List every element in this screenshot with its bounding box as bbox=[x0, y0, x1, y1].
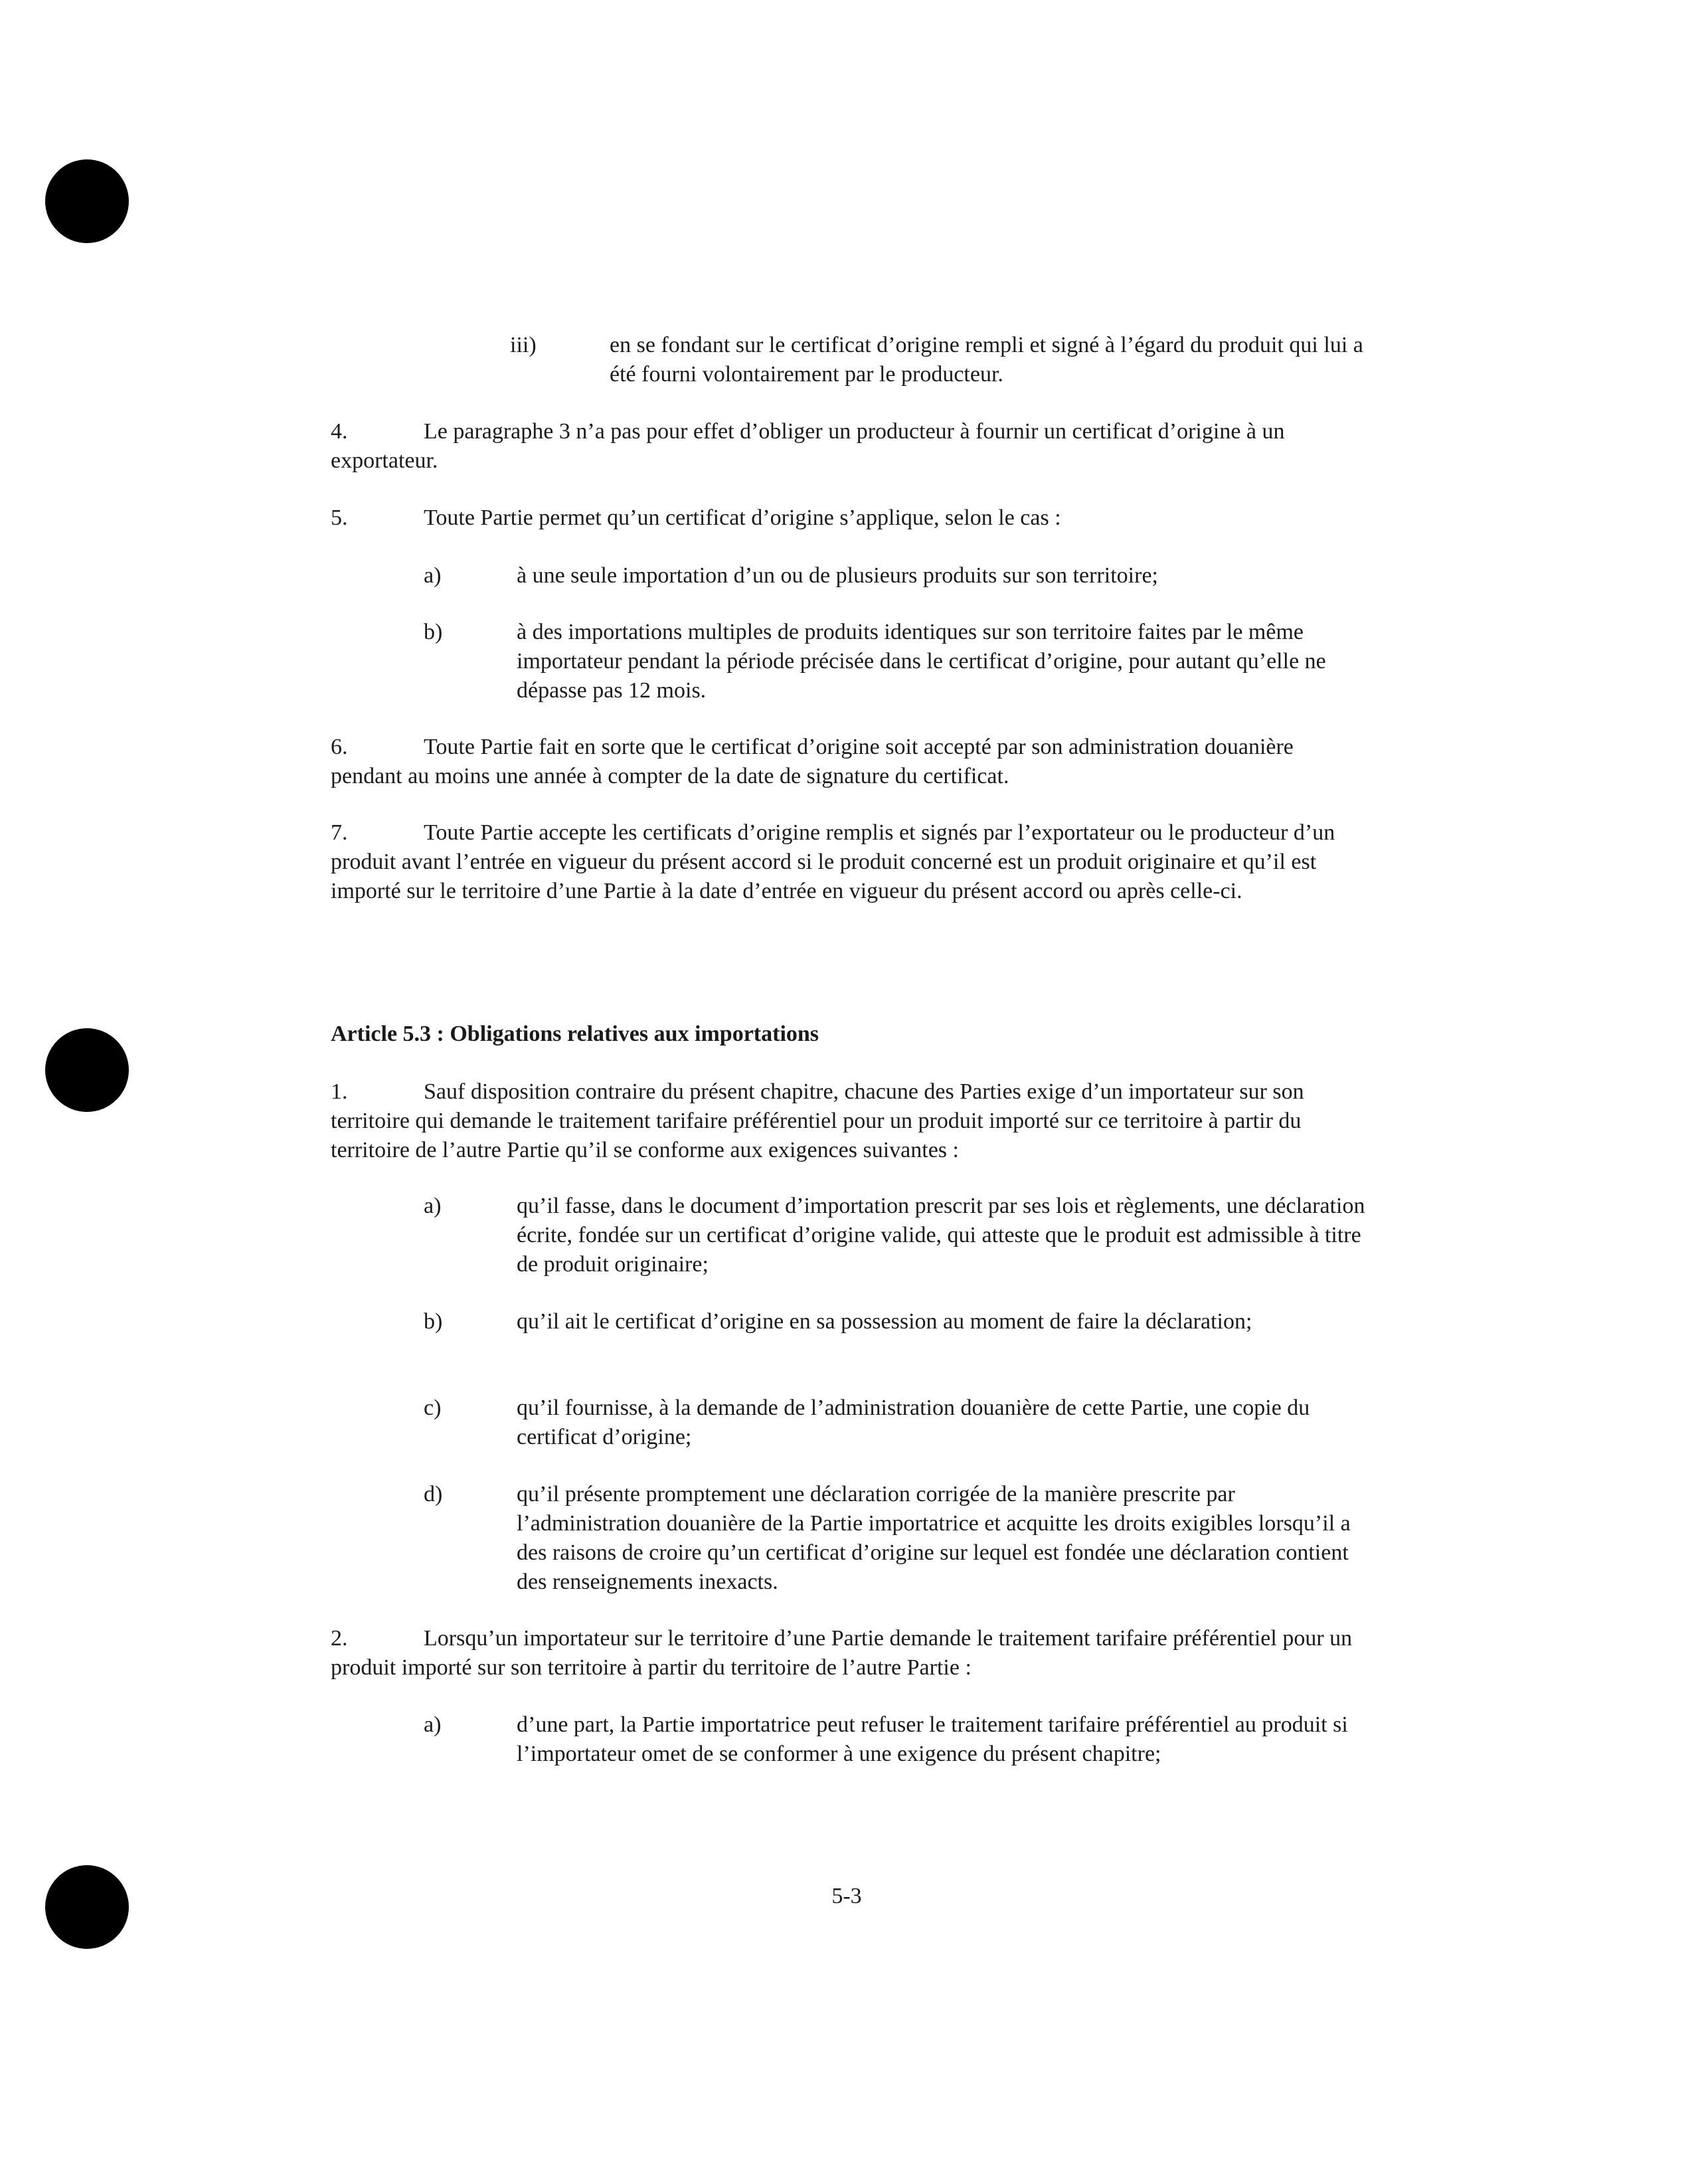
page-number: 5-3 bbox=[831, 1884, 862, 1908]
item-1b bbox=[331, 1307, 1367, 1336]
paragraph-number: 6. bbox=[331, 735, 348, 759]
heading-text: Article 5.3 : Obligations relatives aux importations bbox=[331, 1022, 819, 1046]
paragraph-4 bbox=[331, 417, 1367, 476]
item-label: b) bbox=[424, 620, 443, 644]
item-label: c) bbox=[424, 1396, 442, 1420]
item-text: à des importations multiples de produits identiques sur son territoire faites par le même importateur pendant la période précisée dans le certificat d’origine, pour autant qu’elle ne dépasse pas 12 mois. bbox=[517, 620, 1326, 703]
paragraph-text: Toute Partie accepte les certificats d’origine remplis et signés par l’exportateur ou le producteur d’un produit avant l’entrée en vigueur du présent accord si le produit concerné est un produit originaire et qu’il est importé sur le territoire d’une Partie à la date d’entrée en vigueur du présent accord ou après celle-ci. bbox=[331, 820, 1335, 903]
item-2a bbox=[331, 1710, 1367, 1769]
paragraph-6 bbox=[331, 733, 1367, 791]
paragraph-5 bbox=[331, 503, 1367, 533]
item-iii bbox=[331, 331, 1367, 389]
item-label: b) bbox=[424, 1309, 443, 1334]
item-label: a) bbox=[424, 563, 442, 588]
item-text: qu’il présente promptement une déclaration corrigée de la manière prescrite par l’administration douanière de la Partie importatrice et acquitte les droits exigibles lorsqu’il a des raisons de croire qu’un certificat d’origine sur lequel est fondée une déclaration contient des renseignements inexacts. bbox=[517, 1482, 1351, 1594]
paragraph-text: Sauf disposition contraire du présent chapitre, chacune des Parties exige d’un importateur sur son territoire qui demande le traitement tarifaire préférentiel pour un produit importé sur ce territoire à partir du territoire de l’autre Partie qu’il se conforme aux exigences suivantes : bbox=[331, 1079, 1304, 1162]
article-paragraph-1 bbox=[331, 1077, 1367, 1165]
item-text: qu’il ait le certificat d’origine en sa possession au moment de faire la déclaration; bbox=[517, 1309, 1252, 1334]
item-text: à une seule importation d’un ou de plusieurs produits sur son territoire; bbox=[517, 563, 1158, 588]
punch-hole-middle bbox=[45, 1028, 129, 1112]
article-heading bbox=[331, 1020, 1367, 1049]
item-text: d’une part, la Partie importatrice peut refuser le traitement tarifaire préférentiel au produit si l’importateur omet de se conformer à une exigence du présent chapitre; bbox=[517, 1712, 1348, 1766]
article-paragraph-2 bbox=[331, 1624, 1367, 1683]
paragraph-number: 1. bbox=[331, 1079, 348, 1104]
paragraph-number: 2. bbox=[331, 1626, 348, 1651]
paragraph-text: Toute Partie fait en sorte que le certificat d’origine soit accepté par son administration douanière pendant au moins une année à compter de la date de signature du certificat. bbox=[331, 735, 1294, 788]
item-label: d) bbox=[424, 1482, 443, 1506]
item-1a bbox=[331, 1192, 1367, 1279]
item-5b bbox=[331, 618, 1367, 705]
paragraph-text: Le paragraphe 3 n’a pas pour effet d’obliger un producteur à fournir un certificat d’origine à un exportateur. bbox=[331, 419, 1285, 473]
item-5a bbox=[331, 561, 1367, 591]
item-text: en se fondant sur le certificat d’origine rempli et signé à l’égard du produit qui lui a été fourni volontairement par le producteur. bbox=[610, 333, 1363, 387]
item-text: qu’il fasse, dans le document d’importation prescrit par ses lois et règlements, une déclaration écrite, fondée sur un certificat d’origine valide, qui atteste que le produit est admissible à titre de produit originaire; bbox=[517, 1194, 1365, 1277]
paragraph-number: 5. bbox=[331, 505, 348, 530]
paragraph-text: Toute Partie permet qu’un certificat d’origine s’applique, selon le cas : bbox=[424, 505, 1061, 530]
item-label: a) bbox=[424, 1194, 442, 1218]
item-1d bbox=[331, 1480, 1367, 1597]
paragraph-number: 7. bbox=[331, 820, 348, 845]
item-label: a) bbox=[424, 1712, 442, 1737]
punch-hole-bottom bbox=[45, 1865, 129, 1949]
paragraph-number: 4. bbox=[331, 419, 348, 444]
paragraph-7 bbox=[331, 818, 1367, 906]
item-label: iii) bbox=[510, 333, 537, 357]
punch-hole-top bbox=[45, 159, 129, 243]
paragraph-text: Lorsqu’un importateur sur le territoire d’une Partie demande le traitement tarifaire préférentiel pour un produit importé sur son territoire à partir du territoire de l’autre Partie : bbox=[331, 1626, 1353, 1680]
item-text: qu’il fournisse, à la demande de l’administration douanière de cette Partie, une copie du certificat d’origine; bbox=[517, 1396, 1310, 1449]
item-1c bbox=[331, 1394, 1367, 1452]
